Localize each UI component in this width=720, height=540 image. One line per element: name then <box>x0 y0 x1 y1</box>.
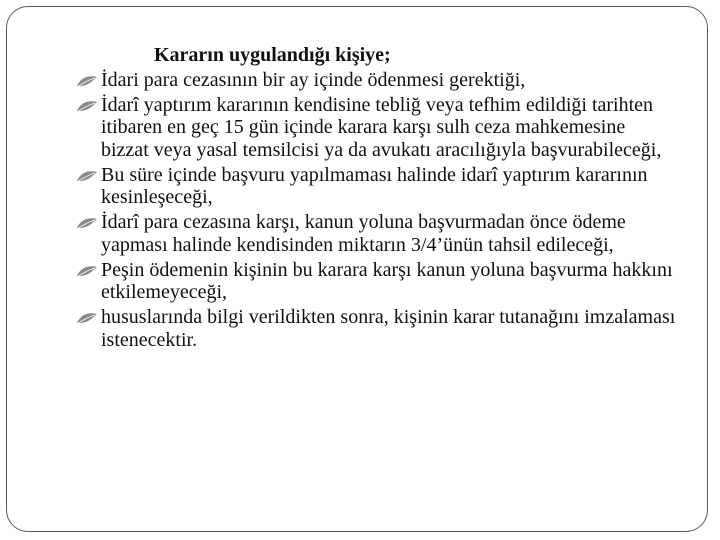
bullet-text: Bu süre içinde başvuru yapılmaması halinde idarî yaptırım kararının kesinleşeceği, <box>101 163 648 208</box>
leaf-bullet-icon <box>76 170 98 183</box>
leaf-bullet-icon <box>76 265 98 278</box>
bullet-item <box>76 306 676 351</box>
bullet-item <box>76 94 676 162</box>
bullet-item <box>76 259 676 304</box>
leaf-bullet-icon <box>76 100 98 113</box>
slide-content <box>76 44 676 354</box>
bullet-text: hususlarında bilgi verildikten sonra, kişinin karar tutanağını imzalaması istenecektir. <box>101 306 676 351</box>
leaf-bullet-icon <box>76 75 98 88</box>
bullet-text: İdari para cezasının bir ay içinde ödenmesi gerektiği, <box>101 68 526 91</box>
bullet-item <box>76 164 676 209</box>
bullet-text: Peşin ödemenin kişinin bu karara karşı kanun yoluna başvurma hakkını etkilemeyeceği, <box>101 258 673 303</box>
bullet-item <box>76 69 676 92</box>
slide-heading: Kararın uygulandığı kişiye; <box>154 44 391 66</box>
bullet-text: İdarî para cezasına karşı, kanun yoluna başvurmadan önce ödeme yapması halinde kendisinden miktarın 3/4’ünün tahsil edileceği, <box>101 211 626 256</box>
bullet-item <box>76 211 676 256</box>
leaf-bullet-icon <box>76 312 98 325</box>
bullet-text: İdarî yaptırım kararının kendisine tebliğ veya tefhim edildiği tarihten itibaren en geç 15 gün içinde karara karşı sulh ceza mahkemesine bizzat veya yasal temsilcisi ya da avukatı aracılığıyla başvurabileceği, <box>101 93 662 161</box>
leaf-bullet-icon <box>76 217 98 230</box>
